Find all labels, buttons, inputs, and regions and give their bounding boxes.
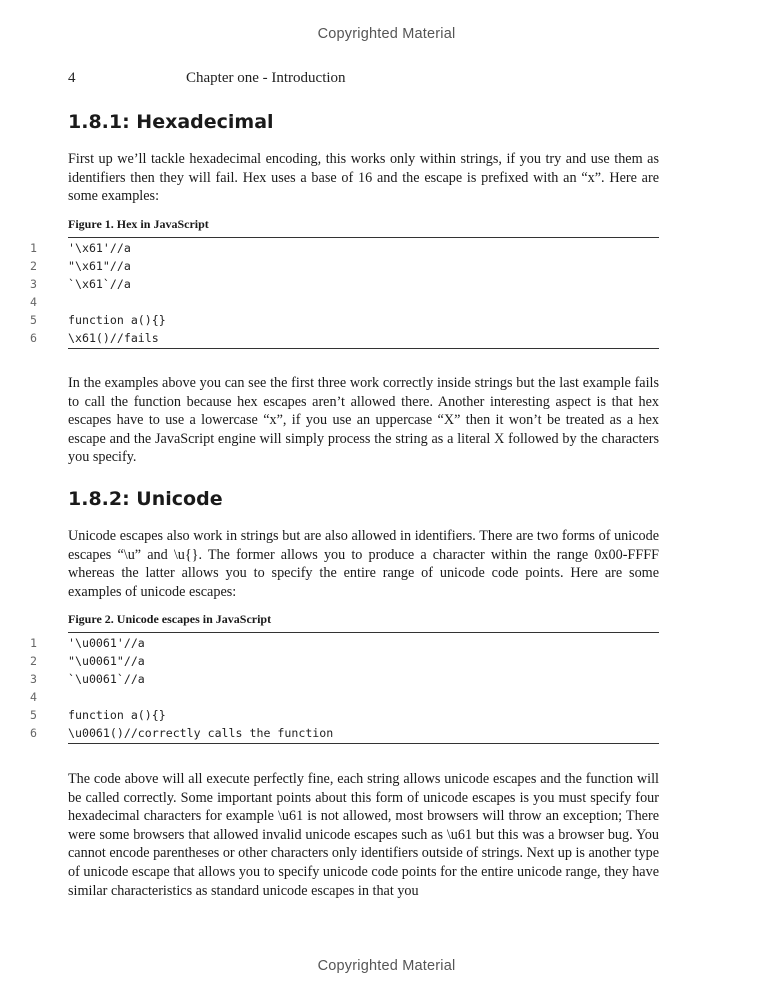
copyright-footer: Copyrighted Material: [317, 958, 456, 974]
code-text: "\x61"//a: [68, 259, 131, 273]
section-heading-hexadecimal: 1.8.1: Hexadecimal: [68, 111, 274, 133]
line-number: 5: [30, 708, 37, 722]
code-text: `\x61`//a: [68, 277, 131, 291]
line-number: 6: [30, 331, 37, 345]
code-text: \x61()//fails: [68, 331, 159, 345]
code-bottom-rule: [68, 743, 659, 744]
page-number: 4: [68, 70, 76, 86]
line-number: 6: [30, 726, 37, 740]
code-line: [30, 652, 659, 670]
unicode-intro-paragraph: Unicode escapes also work in strings but are also allowed in identifiers. There are two forms of unicode escapes “\u” and \u{}. The former allows you to produce a character within the range 0x00-FFFF whereas the latter allows you to specify the entire range of unicode code points. Here are some examples of unicode escapes:: [68, 528, 659, 600]
line-number: 1: [30, 636, 37, 650]
code-line: [30, 239, 659, 257]
hex-explanation-paragraph: In the examples above you can see the first three work correctly inside strings but the last example fails to call the function because hex escapes aren’t allowed there. Another interesting aspect is that hex escapes have to use a lowercase “x”, if you use an uppercase “X” then it won’t be treated as a hex escape and the JavaScript engine will simply process the string as a literal X followed by the characters you specify.: [68, 375, 659, 466]
line-number: 2: [30, 654, 37, 668]
code-top-rule: [68, 237, 659, 238]
code-line: [30, 634, 659, 652]
copyright-header: Copyrighted Material: [317, 26, 456, 42]
chapter-title: Chapter one - Introduction: [186, 70, 346, 86]
line-number: 3: [30, 672, 37, 686]
code-line: [30, 670, 659, 688]
code-line: [30, 688, 659, 706]
code-line: [30, 293, 659, 311]
code-line: [30, 257, 659, 275]
line-number: 3: [30, 277, 37, 291]
code-text: '\u0061'//a: [68, 636, 145, 650]
code-text: function a(){}: [68, 708, 166, 722]
line-number: 4: [30, 690, 37, 704]
code-bottom-rule: [68, 348, 659, 349]
code-line: [30, 275, 659, 293]
code-text: `\u0061`//a: [68, 672, 145, 686]
code-text: '\x61'//a: [68, 241, 131, 255]
code-text: "\u0061"//a: [68, 654, 145, 668]
unicode-explanation-paragraph: The code above will all execute perfectly fine, each string allows unicode escapes and the function will be called correctly. Some important points about this form of unicode escapes is you must specify four hexadecimal characters for example \u61 is not allowed, most browsers will throw an exception; There were some browsers that allowed invalid unicode escapes such as \u61 but this was a browser bug. You cannot encode parentheses or other characters only identifiers outside of strings. Next up is another type of unicode escape that allows you to specify unicode code points for the entire unicode range, they have similar characteristics as standard unicode escapes in that you: [68, 771, 659, 899]
section-heading-unicode: 1.8.2: Unicode: [68, 488, 223, 510]
code-top-rule: [68, 632, 659, 633]
hex-intro-paragraph: First up we’ll tackle hexadecimal encoding, this works only within strings, if you try and use them as identifiers then they will fail. Hex uses a base of 16 and the escape is prefixed with an “x”. Here are some examples:: [68, 151, 659, 205]
running-header: [68, 70, 668, 87]
line-number: 5: [30, 313, 37, 327]
code-text: \u0061()//correctly calls the function: [68, 726, 334, 740]
figure-1-caption: Figure 1. Hex in JavaScript: [68, 217, 209, 231]
line-number: 1: [30, 241, 37, 255]
code-line: [30, 311, 659, 329]
line-number: 4: [30, 295, 37, 309]
code-text: function a(){}: [68, 313, 166, 327]
code-line: [30, 329, 659, 347]
line-number: 2: [30, 259, 37, 273]
code-line: [30, 706, 659, 724]
figure-2-caption: Figure 2. Unicode escapes in JavaScript: [68, 612, 272, 626]
code-line: [30, 724, 659, 742]
